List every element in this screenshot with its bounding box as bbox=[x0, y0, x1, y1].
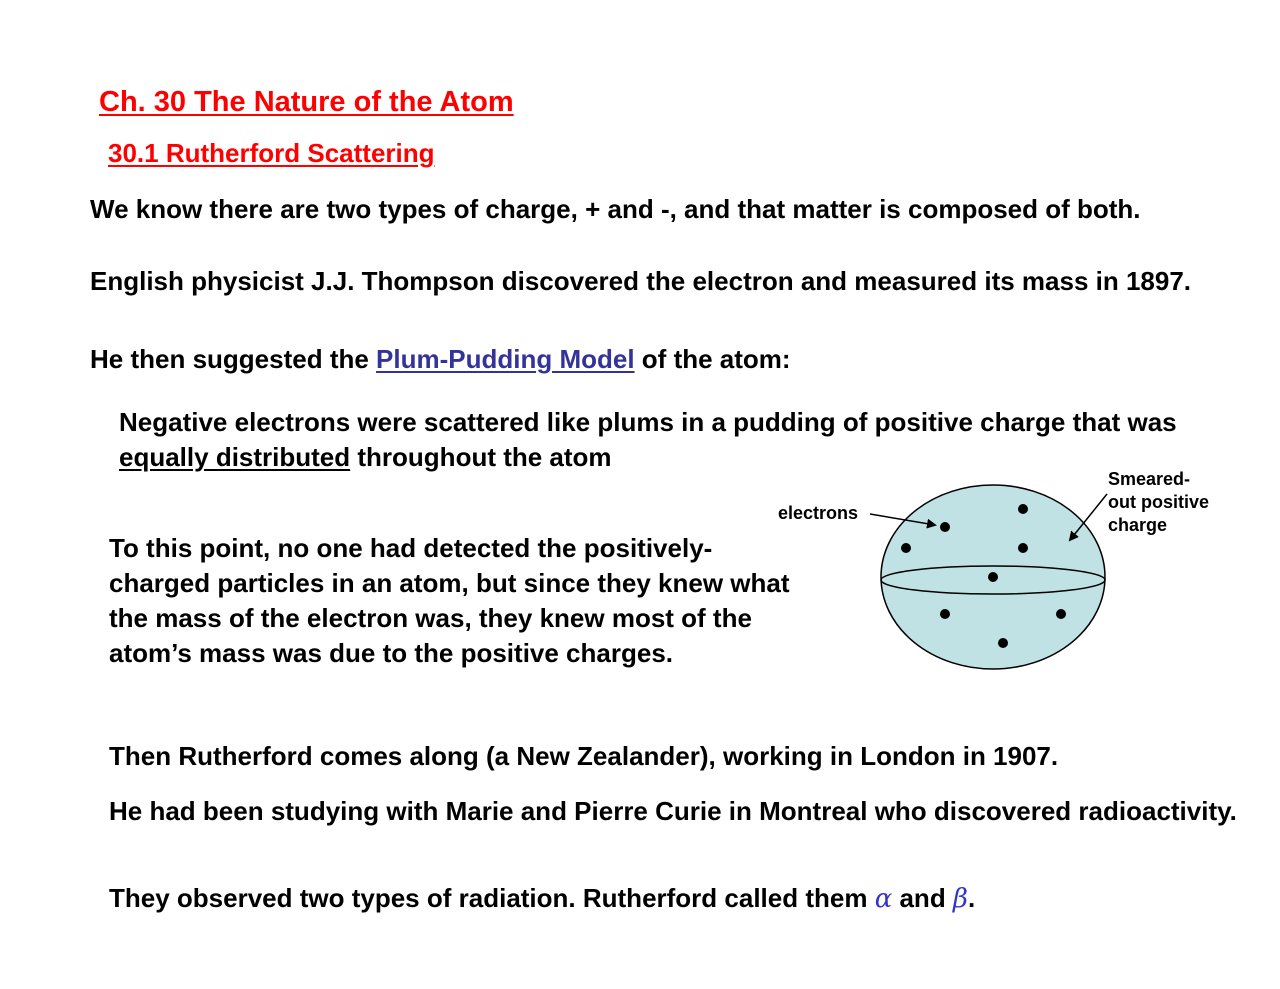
paragraph-thompson: English physicist J.J. Thompson discovered the electron and measured its mass in 1897. bbox=[90, 266, 1192, 296]
paragraph-curie: He had been studying with Marie and Pierre Curie in Montreal who discovered radioactivity. bbox=[109, 796, 1237, 826]
electron-dot bbox=[940, 609, 950, 619]
model-text-before: Negative electrons were scattered like plums in a pudding of positive charge that was bbox=[119, 407, 1177, 437]
electron-dot bbox=[901, 543, 911, 553]
electron-dot bbox=[940, 522, 950, 532]
plum-pudding-model-link[interactable]: Plum-Pudding Model bbox=[376, 344, 635, 374]
section-subtitle: 30.1 Rutherford Scattering bbox=[108, 138, 435, 168]
beta-symbol: β bbox=[952, 884, 968, 914]
radiation-text-after: . bbox=[967, 883, 976, 913]
plum-pudding-text-before: He then suggested the bbox=[90, 344, 377, 374]
electron-dot bbox=[998, 638, 1008, 648]
equally-distributed-emphasis: equally distributed bbox=[119, 442, 351, 472]
positive-charge-label-line3: charge bbox=[1108, 515, 1168, 535]
radiation-text-before: They observed two types of radiation. Rutherford called them bbox=[109, 883, 875, 913]
electron-dot bbox=[1056, 609, 1066, 619]
plum-pudding-text-after: of the atom: bbox=[634, 344, 791, 374]
electron-dot bbox=[1018, 504, 1028, 514]
model-text-after: throughout the atom bbox=[350, 442, 612, 472]
electrons-label: electrons bbox=[778, 503, 859, 523]
alpha-symbol: α bbox=[874, 884, 893, 914]
page-title: Ch. 30 The Nature of the Atom bbox=[99, 86, 514, 118]
positive-charge-label-line2: out positive bbox=[1108, 492, 1210, 512]
paragraph-charge-types: We know there are two types of charge, + and -, and that matter is composed of both. bbox=[90, 194, 1141, 224]
positive-charge-label-line1: Smeared- bbox=[1108, 469, 1191, 489]
paragraph-rutherford: Then Rutherford comes along (a New Zealander), working in London in 1907. bbox=[109, 741, 1059, 771]
radiation-text-and: and bbox=[892, 883, 953, 913]
electron-dot bbox=[1018, 543, 1028, 553]
paragraph-positive-mass: To this point, no one had detected the positively-charged particles in an atom, but since they knew what the mass of the electron was, they knew most of the atom’s mass was due to the positive charges. bbox=[109, 533, 790, 668]
electron-dot bbox=[988, 572, 998, 582]
